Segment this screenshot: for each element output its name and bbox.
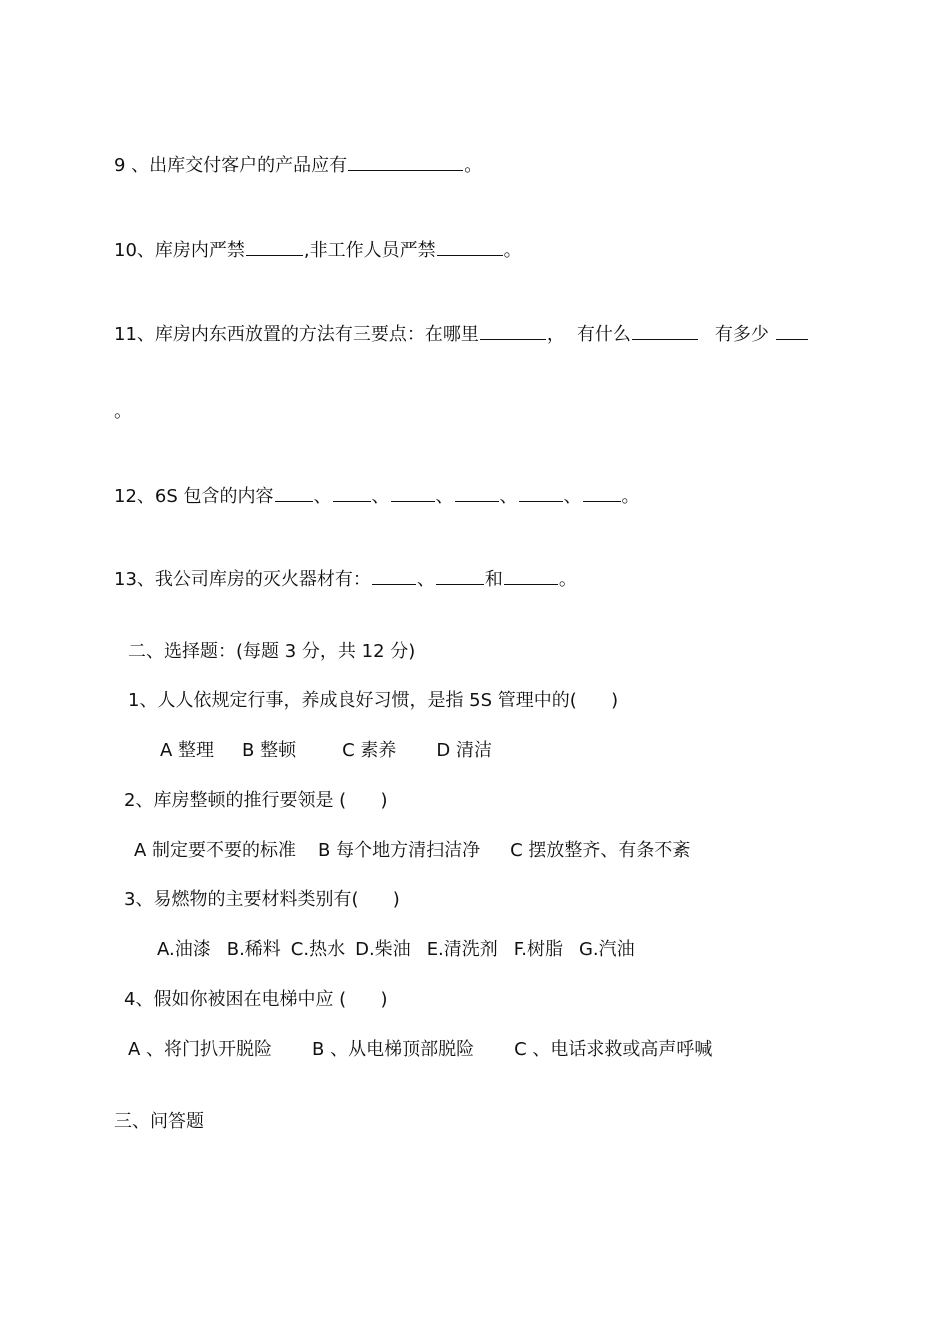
question-text: 11、库房内东西放置的方法有三要点：在哪里 (114, 324, 479, 345)
question-end: 。 (114, 401, 132, 422)
question-text: 13、我公司库房的灭火器材有： (114, 569, 371, 590)
option-c[interactable]: C 摆放整齐、有条不紊 (510, 840, 691, 861)
question-12 (114, 483, 640, 509)
separator: 、 (371, 486, 390, 507)
answer-blank[interactable] (480, 321, 546, 340)
answer-blank[interactable] (372, 566, 416, 585)
answer-blank[interactable] (436, 566, 484, 585)
section-2-title: 二、选择题：(每题 3 分，共 12 分) (128, 641, 416, 662)
answer-blank[interactable] (583, 483, 621, 502)
choice-options-4 (128, 1038, 712, 1062)
question-text: 9 、出库交付客户的产品应有 (114, 155, 348, 176)
separator: 、 (313, 486, 332, 507)
option-b[interactable]: B 每个地方清扫洁净 (318, 840, 481, 861)
option-g[interactable]: G.汽油 (578, 939, 635, 960)
question-end: 。 (464, 155, 483, 176)
option-f[interactable]: F.树脂 (513, 939, 563, 960)
answer-blank[interactable] (776, 321, 808, 340)
option-c[interactable]: C 、电话求救或高声呼喊 (514, 1039, 713, 1060)
option-b[interactable]: B 整顿 (242, 740, 297, 761)
question-9 (114, 152, 482, 178)
answer-blank[interactable] (348, 152, 463, 171)
answer-blank[interactable] (391, 483, 435, 502)
question-mid: ,非工作人员严禁 (303, 240, 436, 261)
answer-blank[interactable] (437, 237, 503, 256)
option-a[interactable]: A 制定要不要的标准 (134, 840, 297, 861)
choice-options-1 (160, 739, 492, 763)
choice-options-2 (134, 839, 690, 863)
option-b[interactable]: B 、从电梯顶部脱险 (312, 1039, 475, 1060)
answer-blank[interactable] (632, 321, 698, 340)
answer-blank[interactable] (519, 483, 563, 502)
choice-question-1: 1、人人依规定行事，养成良好习惯，是指 5S 管理中的( ) (128, 690, 619, 711)
answer-blank[interactable] (333, 483, 371, 502)
option-d[interactable]: D.柴油 (355, 939, 411, 960)
separator: 、 (435, 486, 454, 507)
separator: 、 (563, 486, 582, 507)
question-part: 有什么 (576, 324, 631, 345)
question-text: 10、库房内严禁 (114, 240, 245, 261)
separator: 、 (499, 486, 518, 507)
separator: 、 (416, 569, 435, 590)
question-11-end (114, 400, 132, 424)
question-end: 。 (621, 486, 640, 507)
option-a[interactable]: A.油漆 (157, 939, 211, 960)
question-end: 。 (503, 240, 522, 261)
question-end: 。 (558, 569, 577, 590)
question-10 (114, 237, 522, 263)
answer-blank[interactable] (455, 483, 499, 502)
option-b[interactable]: B.稀料 (226, 939, 281, 960)
question-part: 有多少 (714, 324, 769, 345)
answer-blank[interactable] (504, 566, 558, 585)
section-3-title: 三、问答题 (114, 1111, 204, 1132)
option-c[interactable]: C 素养 (342, 740, 397, 761)
choice-question-4: 4、假如你被困在电梯中应 ( ) (124, 989, 388, 1010)
choice-options-3 (157, 938, 635, 962)
option-e[interactable]: E.清洗剂 (426, 939, 498, 960)
question-text: 12、6S 包含的内容 (114, 486, 274, 507)
option-c[interactable]: C.热水 (290, 939, 346, 960)
question-13 (114, 566, 577, 592)
option-a[interactable]: A 整理 (160, 740, 215, 761)
answer-blank[interactable] (275, 483, 313, 502)
choice-question-2: 2、库房整顿的推行要领是 ( ) (124, 790, 388, 811)
conjunction: 和 (484, 569, 503, 590)
option-a[interactable]: A 、将门扒开脱险 (128, 1039, 273, 1060)
choice-question-3: 3、易燃物的主要材料类别有( ) (124, 889, 400, 910)
option-d[interactable]: D 清洁 (436, 740, 493, 761)
question-sep: ， (546, 324, 565, 345)
answer-blank[interactable] (246, 237, 303, 256)
question-11 (114, 321, 809, 347)
